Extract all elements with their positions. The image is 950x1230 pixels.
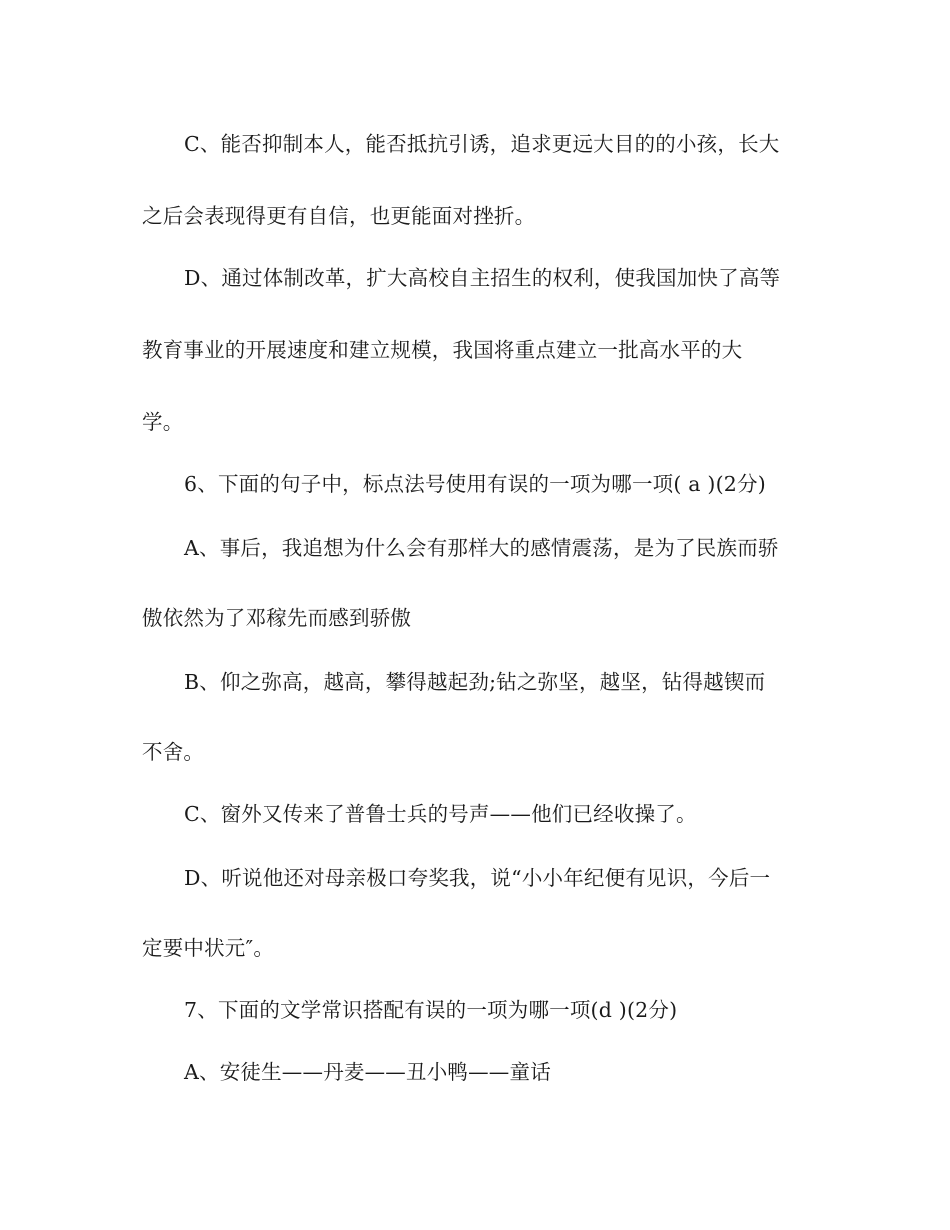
option-d-line-3: 学。 xyxy=(142,410,184,434)
q6-option-d-line-1: D、听说他还对母亲极口夸奖我，说“小小年纪便有见识，今后一 xyxy=(184,866,771,890)
q6-option-b-line-2: 不舍。 xyxy=(142,740,205,764)
q7-option-a: A、安徒生——丹麦——丑小鸭——童话 xyxy=(184,1060,551,1084)
q6-option-b-line-1: B、仰之弥高，越高，攀得越起劲;钻之弥坚，越坚，钻得越锲而 xyxy=(184,670,766,694)
option-d-line-1: D、通过体制改革，扩大高校自主招生的权利，使我国加快了高等 xyxy=(184,266,781,290)
q6-option-c: C、窗外又传来了普鲁士兵的号声——他们已经收操了。 xyxy=(184,802,697,826)
option-c-line-2: 之后会表现得更有自信，也更能面对挫折。 xyxy=(142,204,536,228)
option-c-line-1: C、能否抑制本人，能否抵抗引诱，追求更远大目的的小孩，长大 xyxy=(184,132,780,156)
question-6: 6、下面的句子中，标点法号使用有误的一项为哪一项( a )(2分) xyxy=(184,472,766,496)
option-d-line-2: 教育事业的开展速度和建立规模，我国将重点建立一批高水平的大 xyxy=(142,338,743,362)
question-7: 7、下面的文学常识搭配有误的一项为哪一项(d )(2分) xyxy=(184,998,678,1022)
q6-option-a-line-2: 傲依然为了邓稼先而感到骄傲 xyxy=(142,606,412,630)
q6-option-d-line-2: 定要中状元″。 xyxy=(142,936,275,960)
q6-option-a-line-1: A、事后，我追想为什么会有那样大的感情震荡，是为了民族而骄 xyxy=(184,536,779,560)
